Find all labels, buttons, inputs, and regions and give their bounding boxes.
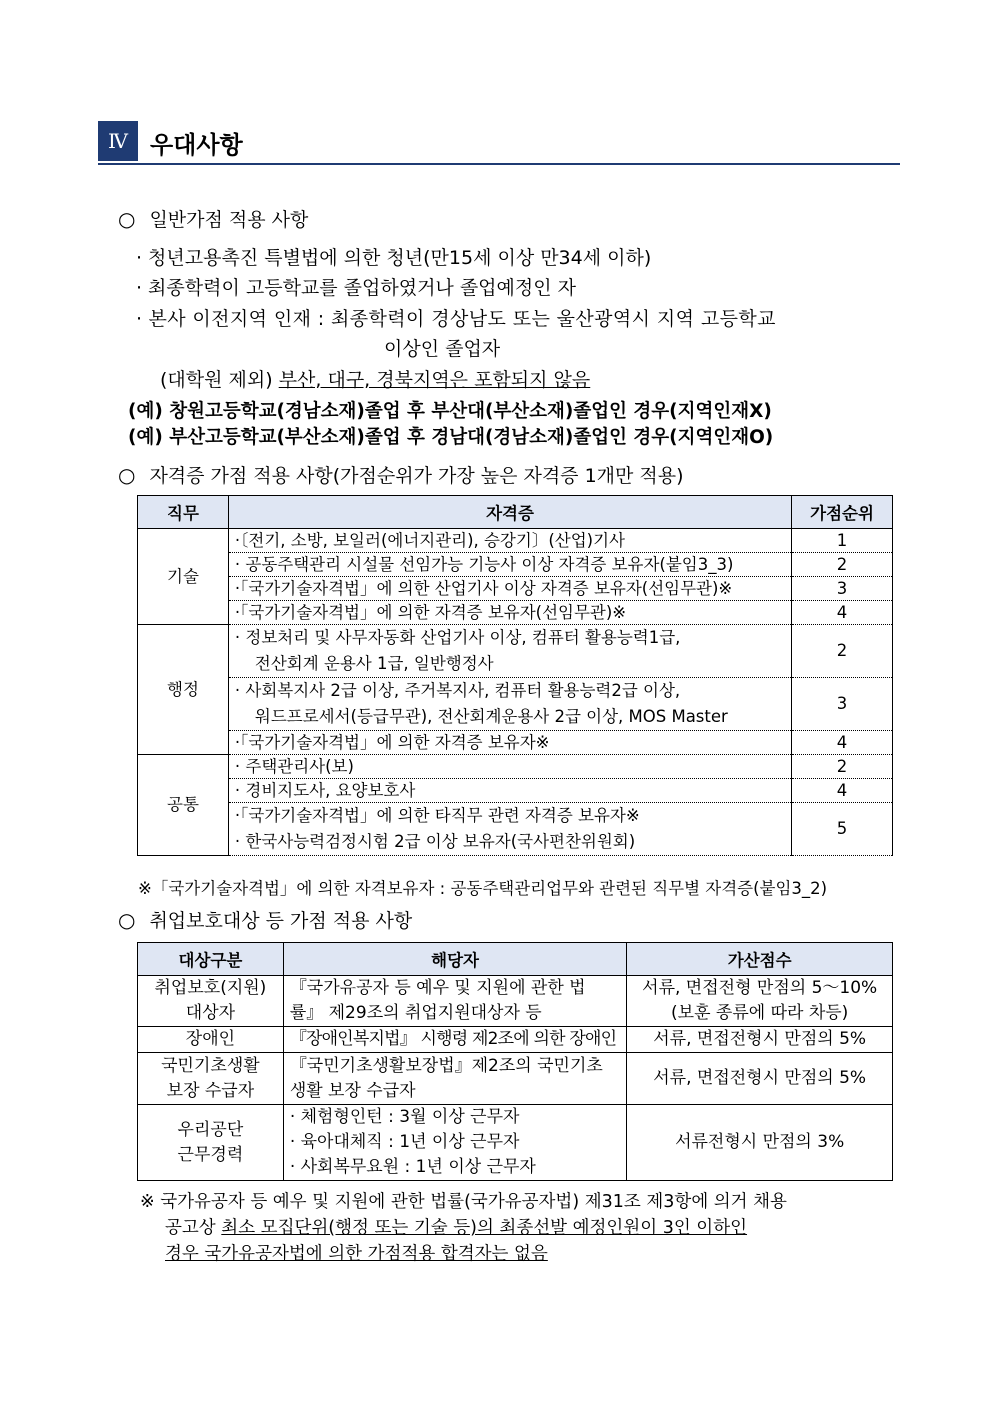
who-line: 률』 제29조의 취업지원대상자 등 [289, 1003, 542, 1023]
general-item-text: 본사 이전지역 인재 : 최종학력이 경상남도 또는 울산광역시 지역 고등학교 [148, 308, 776, 330]
note-prefix: 공고상 [165, 1218, 216, 1238]
target-cell [138, 1105, 284, 1181]
cert-cell-line: · 사회복지사 2급 이상, 주거복지사, 컴퓨터 활용능력2급 이상, [234, 681, 681, 700]
target-line: 보장 수급자 [166, 1080, 255, 1101]
table-row [138, 976, 893, 1027]
table-header-row [138, 496, 893, 529]
rank-cell: 4 [792, 601, 893, 625]
cert-cell: · 경비지도사, 요양보호사 [228, 779, 791, 803]
target-cell [138, 976, 284, 1027]
who-line: 『국민기초생활보장법』제2조의 국민기초 [289, 1055, 603, 1076]
general-item-continuation: 이상인 졸업자 [384, 338, 501, 360]
cert-table [137, 495, 893, 856]
exclusion-note [160, 365, 590, 392]
score-cell: 서류전형시 만점의 3% [627, 1105, 893, 1181]
note-underlined: 최소 모집단위(행정 또는 기술 등)의 최종선발 예정인원이 3인 이하인 [221, 1218, 748, 1238]
col-header-who: 해당자 [283, 943, 627, 976]
table-row [138, 553, 893, 577]
cert-cell [228, 803, 791, 856]
table-row [138, 803, 893, 856]
target-cell [138, 1053, 284, 1105]
rank-cell: 4 [792, 731, 893, 755]
score-cell: 서류, 면접전형시 만점의 5% [627, 1053, 893, 1105]
score-line: 서류, 면접전형 만점의 5～10% [642, 978, 878, 998]
protect-heading [118, 906, 412, 933]
rank-cell: 2 [792, 625, 893, 678]
table-row [138, 601, 893, 625]
table-row [138, 529, 893, 553]
general-heading [118, 205, 308, 232]
group-common: 공통 [138, 755, 229, 856]
cert-cell [228, 625, 791, 678]
rank-cell: 2 [792, 553, 893, 577]
col-header-job: 직무 [138, 496, 229, 529]
circle-bullet-icon: ○ [118, 463, 136, 487]
protect-table [137, 942, 893, 1181]
rank-cell: 5 [792, 803, 893, 856]
target-cell: 장애인 [138, 1027, 284, 1053]
dot-bullet-icon: · [136, 308, 143, 330]
section-number-badge: Ⅳ [98, 121, 138, 161]
exclusion-underlined: 부산, 대구, 경북지역은 포함되지 않음 [278, 369, 591, 391]
general-title: 일반가점 적용 사항 [149, 209, 309, 231]
cert-cell: ·「국가기술자격법」에 의한 자격증 보유자※ [228, 731, 791, 755]
who-cell: 『장애인복지법』 시행령 제2조에 의한 장애인 [283, 1027, 627, 1053]
score-line: (보훈 종류에 따라 차등) [671, 1003, 849, 1023]
who-line: · 사회복무요원 : 1년 이상 근무자 [289, 1157, 536, 1177]
example-1: (예) 창원고등학교(경남소재)졸업 후 부산대(부산소재)졸업인 경우(지역인재X) [128, 401, 772, 422]
protect-title: 취업보호대상 등 가점 적용 사항 [149, 910, 413, 932]
target-line: 취업보호(지원) [154, 978, 267, 998]
cert-cell-line: · 한국사능력검정시험 2급 이상 보유자(국사편찬위원회) [234, 832, 636, 851]
cert-note: ※「국가기술자격법」에 의한 자격보유자 : 공동주택관리업무와 관련된 직무별 자격증(붙임3_2) [138, 879, 828, 898]
who-line: · 체험형인턴 : 3월 이상 근무자 [289, 1107, 520, 1127]
circle-bullet-icon: ○ [118, 207, 136, 231]
exclusion-prefix: (대학원 제외) [160, 369, 273, 391]
general-item [136, 273, 576, 300]
score-cell [627, 976, 893, 1027]
score-cell: 서류, 면접전형시 만점의 5% [627, 1027, 893, 1053]
cert-cell: · 주택관리사(보) [228, 755, 791, 779]
cert-heading [118, 461, 684, 488]
cert-cell: ·〔전기, 소방, 보일러(에너지관리), 승강기〕(산업)기사 [228, 529, 791, 553]
col-header-score: 가산점수 [627, 943, 893, 976]
target-line: 근무경력 [177, 1144, 244, 1165]
general-item-text: 청년고용촉진 특별법에 의한 청년(만15세 이상 만34세 이하) [148, 247, 652, 269]
rank-cell: 1 [792, 529, 893, 553]
who-line: 생활 보장 수급자 [289, 1080, 416, 1101]
dot-bullet-icon: · [136, 247, 143, 269]
who-line: · 육아대체직 : 1년 이상 근무자 [289, 1132, 520, 1152]
rank-cell: 2 [792, 755, 893, 779]
table-row [138, 1105, 893, 1181]
table-row [138, 755, 893, 779]
who-line: 『국가유공자 등 예우 및 지원에 관한 법 [289, 978, 586, 998]
col-header-cert: 자격증 [228, 496, 791, 529]
table-row [138, 577, 893, 601]
col-header-target: 대상구분 [138, 943, 284, 976]
cert-cell: ·「국가기술자격법」에 의한 산업기사 이상 자격증 보유자(선임무관)※ [228, 577, 791, 601]
cert-cell-line: 전산회계 운용사 1급, 일반행정사 [254, 654, 494, 673]
protect-note-line: 경우 국가유공자법에 의한 가점적용 합격자는 없음 [165, 1244, 548, 1264]
cert-cell-line: 워드프로세서(등급무관), 전산회계운용사 2급 이상, MOS Master [254, 707, 728, 726]
target-line: 대상자 [185, 1003, 236, 1023]
protect-note-line [165, 1214, 747, 1239]
group-admin: 행정 [138, 625, 229, 755]
example-2: (예) 부산고등학교(부산소재)졸업 후 경남대(경남소재)졸업인 경우(지역인재O) [128, 427, 774, 448]
rank-cell: 3 [792, 577, 893, 601]
general-item [136, 243, 651, 270]
table-header-row [138, 943, 893, 976]
col-header-rank: 가점순위 [792, 496, 893, 529]
rank-cell: 4 [792, 779, 893, 803]
target-line: 국민기초생활 [161, 1055, 260, 1076]
general-item [136, 304, 776, 331]
table-row [138, 731, 893, 755]
cert-title: 자격증 가점 적용 사항(가점순위가 가장 높은 자격증 1개만 적용) [149, 465, 684, 487]
circle-bullet-icon: ○ [118, 908, 136, 932]
rank-cell: 3 [792, 678, 893, 731]
cert-cell [228, 678, 791, 731]
group-tech: 기술 [138, 529, 229, 625]
protect-note-line: ※ 국가유공자 등 예우 및 지원에 관한 법률(국가유공자법) 제31조 제3항에 의거 채용 [140, 1192, 787, 1212]
cert-cell: ·「국가기술자격법」에 의한 자격증 보유자(선임무관)※ [228, 601, 791, 625]
who-cell [283, 1053, 627, 1105]
table-row [138, 779, 893, 803]
dot-bullet-icon: · [136, 277, 143, 299]
who-cell [283, 1105, 627, 1181]
section-title: 우대사항 [150, 131, 243, 159]
table-row [138, 1027, 893, 1053]
cert-cell: · 공동주택관리 시설물 선임가능 기능사 이상 자격증 보유자(붙임3_3) [228, 553, 791, 577]
cert-cell-line: · 정보처리 및 사무자동화 산업기사 이상, 컴퓨터 활용능력1급, [234, 628, 681, 647]
table-row [138, 1053, 893, 1105]
table-row [138, 678, 893, 731]
target-line: 우리공단 [177, 1119, 244, 1140]
who-cell [283, 976, 627, 1027]
table-row [138, 625, 893, 678]
section-header [98, 121, 900, 165]
cert-cell-line: ·「국가기술자격법」에 의한 타직무 관련 자격증 보유자※ [234, 806, 640, 825]
general-item-text: 최종학력이 고등학교를 졸업하였거나 졸업예정인 자 [148, 277, 576, 299]
